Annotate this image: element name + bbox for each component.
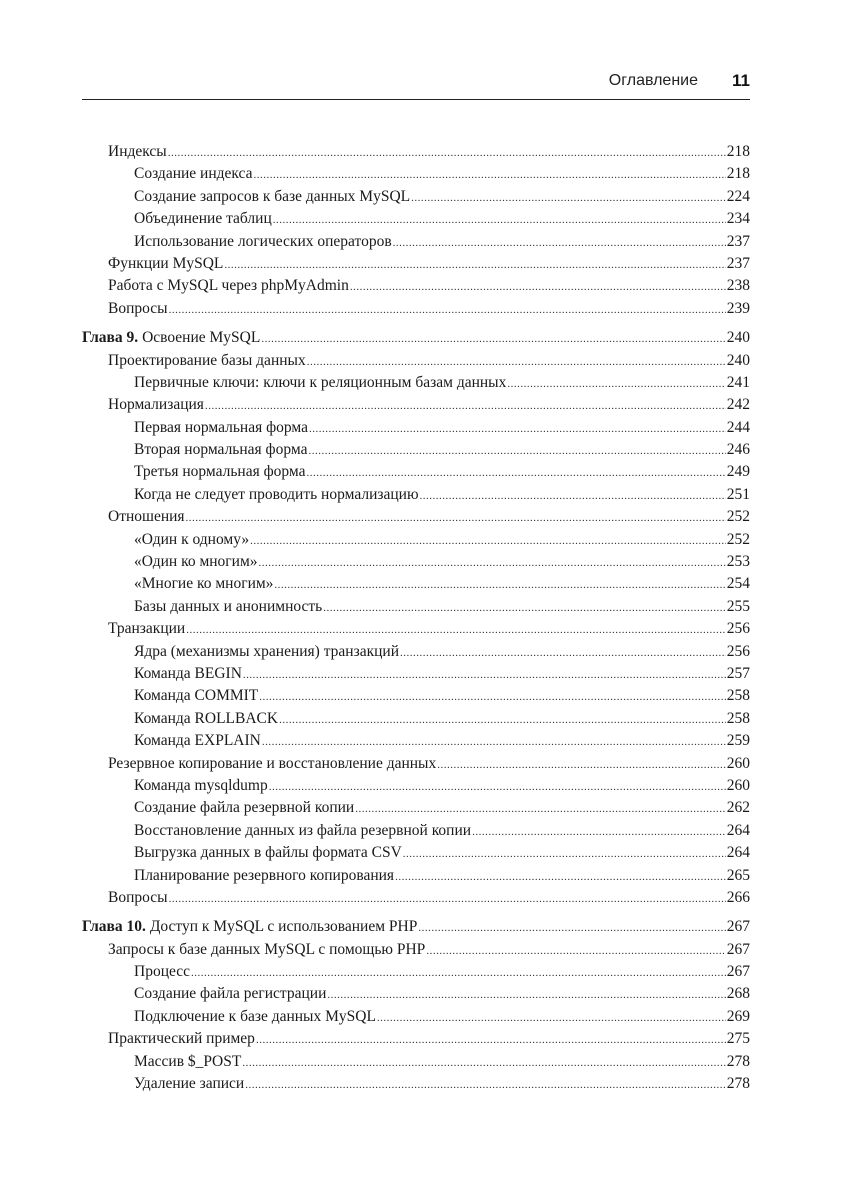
dot-leader bbox=[169, 298, 726, 321]
toc-page-number: 240 bbox=[726, 351, 750, 369]
toc-page-number: 237 bbox=[726, 232, 750, 250]
toc-page-number: 257 bbox=[726, 664, 750, 682]
toc-entry bbox=[82, 1051, 750, 1073]
toc-entry-title: «Один ко многим» bbox=[134, 553, 258, 571]
toc-page-number: 258 bbox=[726, 709, 750, 727]
dot-leader bbox=[168, 141, 726, 164]
toc-entry bbox=[82, 417, 750, 439]
toc-page-number: 266 bbox=[726, 888, 750, 906]
toc-entry bbox=[82, 865, 750, 887]
toc-entry bbox=[82, 753, 750, 775]
dot-leader bbox=[250, 529, 726, 552]
header-title: Оглавление bbox=[608, 72, 698, 89]
toc-page-number: 267 bbox=[726, 963, 750, 981]
dot-leader bbox=[426, 939, 725, 962]
toc-entry-title: Индексы bbox=[108, 143, 167, 160]
toc-page-number: 255 bbox=[726, 597, 750, 615]
toc-entry bbox=[82, 506, 750, 528]
dot-leader bbox=[273, 208, 726, 231]
dot-leader bbox=[186, 506, 726, 529]
dot-leader bbox=[418, 916, 725, 939]
toc-entry-title: Запросы к базе данных MySQL с помощью PHP bbox=[108, 940, 426, 958]
toc-entry-title: Создание файла резервной копии bbox=[134, 799, 355, 817]
toc-page-number: 224 bbox=[726, 187, 750, 205]
dot-leader bbox=[377, 1006, 726, 1029]
toc-entry-title: Базы данных и анонимность bbox=[134, 597, 323, 615]
toc-page-number: 256 bbox=[726, 620, 750, 638]
toc-entry bbox=[82, 350, 750, 372]
toc-page-number: 244 bbox=[726, 418, 750, 436]
toc-entry bbox=[82, 186, 750, 208]
dot-leader bbox=[309, 417, 726, 440]
dot-leader bbox=[437, 753, 726, 776]
toc-entry bbox=[82, 887, 750, 909]
dot-leader bbox=[350, 275, 726, 298]
toc-entry bbox=[82, 820, 750, 842]
toc-entry-title: Вопросы bbox=[108, 299, 168, 317]
toc-entry-title: Подключение к базе данных MySQL bbox=[134, 1007, 376, 1025]
dot-leader bbox=[274, 573, 725, 596]
toc-entry bbox=[82, 253, 750, 275]
toc-entry bbox=[82, 163, 750, 185]
toc-page-number: 253 bbox=[726, 553, 750, 571]
toc-entry-title: Команда BEGIN bbox=[134, 664, 242, 682]
toc-page-number: 262 bbox=[726, 799, 750, 817]
toc-page-number: 254 bbox=[726, 575, 750, 593]
toc-entry-title: Ядра (механизмы хранения) транзакций bbox=[134, 642, 400, 660]
dot-leader bbox=[403, 842, 726, 865]
toc-page-number: 251 bbox=[726, 485, 750, 503]
dot-leader bbox=[279, 708, 726, 731]
dot-leader bbox=[256, 1028, 726, 1051]
toc-entry-title: Работа с MySQL через phpMyAdmin bbox=[108, 277, 349, 295]
header-page-number: 11 bbox=[732, 71, 750, 90]
dot-leader bbox=[261, 327, 725, 350]
toc-entry-title: Удаление записи bbox=[134, 1075, 245, 1093]
toc-page-number: 234 bbox=[726, 210, 750, 228]
toc-page-number: 241 bbox=[726, 373, 750, 391]
toc-entry bbox=[82, 461, 750, 483]
dot-leader bbox=[191, 961, 726, 984]
toc-page-number: 278 bbox=[726, 1052, 750, 1070]
toc-entry-title: Команда ROLLBACK bbox=[134, 709, 279, 727]
toc-chapter-number: Глава 10. bbox=[82, 918, 146, 936]
toc-entry bbox=[82, 641, 750, 663]
dot-leader bbox=[307, 461, 726, 484]
toc-page-number: 264 bbox=[726, 844, 750, 862]
toc-chapter-entry bbox=[82, 916, 750, 938]
toc-entry-title: Нормализация bbox=[108, 396, 204, 414]
toc-entry-title: Практический пример bbox=[108, 1030, 255, 1048]
toc-entry bbox=[82, 730, 750, 752]
dot-leader bbox=[308, 439, 725, 462]
toc-entry bbox=[82, 842, 750, 864]
toc-entry bbox=[82, 1028, 750, 1050]
toc-entry bbox=[82, 141, 750, 163]
toc-entry bbox=[82, 529, 750, 551]
toc-entry bbox=[82, 663, 750, 685]
toc-entry-title: Создание файла регистрации bbox=[134, 985, 327, 1003]
dot-leader bbox=[411, 186, 726, 209]
toc-entry-title: Объединение таблиц bbox=[134, 210, 272, 228]
toc-entry-title: Транзакции bbox=[108, 620, 186, 638]
toc-entry bbox=[82, 573, 750, 595]
toc-entry-title: Планирование резервного копирования bbox=[134, 866, 395, 884]
toc-page-number: 238 bbox=[726, 277, 750, 295]
toc-entry bbox=[82, 618, 750, 640]
toc-entry-title: Первичные ключи: ключи к реляционным базам данных bbox=[134, 373, 507, 391]
toc-page-number: 267 bbox=[726, 940, 750, 958]
dot-leader bbox=[224, 253, 725, 276]
toc-entry-title: Вторая нормальная форма bbox=[134, 441, 308, 459]
toc-entry-title: «Один к одному» bbox=[134, 530, 250, 548]
toc-entry-title: Использование логических операторов bbox=[134, 232, 392, 250]
dot-leader bbox=[242, 1051, 725, 1074]
toc-entry bbox=[82, 484, 750, 506]
toc-entry-title: Отношения bbox=[108, 508, 185, 526]
toc-entry-title: Создание индекса bbox=[134, 165, 253, 183]
dot-leader bbox=[420, 484, 726, 507]
dot-leader bbox=[393, 231, 726, 254]
dot-leader bbox=[327, 983, 725, 1006]
running-header bbox=[82, 68, 750, 100]
toc-page-number: 239 bbox=[726, 299, 750, 317]
toc-entry-title: Освоение MySQL bbox=[142, 329, 261, 347]
toc-entry-title: Команда EXPLAIN bbox=[134, 732, 261, 750]
toc-entry-title: Функции MySQL bbox=[108, 254, 224, 272]
toc-page-number: 278 bbox=[726, 1075, 750, 1093]
dot-leader bbox=[259, 551, 726, 574]
toc-entry bbox=[82, 983, 750, 1005]
toc-page-number: 242 bbox=[726, 396, 750, 414]
toc-entry bbox=[82, 708, 750, 730]
toc-page-number: 237 bbox=[726, 254, 750, 272]
toc-entry-title: Восстановление данных из файла резервной копии bbox=[134, 821, 472, 839]
toc-chapter-number: Глава 9. bbox=[82, 329, 139, 347]
toc-entry-title: Выгрузка данных в файлы формата CSV bbox=[134, 844, 402, 862]
dot-leader bbox=[254, 163, 726, 186]
toc-page-number: 252 bbox=[726, 508, 750, 526]
toc-page-number: 218 bbox=[726, 165, 750, 183]
toc-entry bbox=[82, 439, 750, 461]
dot-leader bbox=[400, 641, 726, 664]
toc-entry-title: «Многие ко многим» bbox=[134, 575, 274, 593]
toc-page-number: 259 bbox=[726, 732, 750, 750]
toc-entry-title: Команда COMMIT bbox=[134, 687, 259, 705]
table-of-contents bbox=[82, 141, 750, 1095]
toc-entry-title: Процесс bbox=[134, 963, 191, 981]
dot-leader bbox=[259, 685, 725, 708]
toc-entry bbox=[82, 394, 750, 416]
toc-entry bbox=[82, 298, 750, 320]
toc-entry bbox=[82, 208, 750, 230]
dot-leader bbox=[269, 775, 726, 798]
dot-leader bbox=[245, 1073, 726, 1096]
toc-page-number: 264 bbox=[726, 821, 750, 839]
toc-entry bbox=[82, 596, 750, 618]
toc-page-number: 252 bbox=[726, 530, 750, 548]
toc-page-number: 265 bbox=[726, 866, 750, 884]
toc-entry-title: Вопросы bbox=[108, 888, 168, 906]
toc-page-number: 268 bbox=[726, 985, 750, 1003]
dot-leader bbox=[169, 887, 726, 910]
toc-entry bbox=[82, 551, 750, 573]
toc-entry bbox=[82, 939, 750, 961]
dot-leader bbox=[205, 394, 726, 417]
toc-entry bbox=[82, 775, 750, 797]
toc-page-number: 269 bbox=[726, 1007, 750, 1025]
dot-leader bbox=[472, 820, 726, 843]
toc-entry-title: Резервное копирование и восстановление данных bbox=[108, 754, 437, 772]
toc-page-number: 218 bbox=[726, 143, 750, 160]
toc-page-number: 267 bbox=[726, 918, 750, 936]
toc-page-number: 240 bbox=[726, 329, 750, 347]
toc-page-number: 246 bbox=[726, 441, 750, 459]
toc-page-number: 249 bbox=[726, 463, 750, 481]
dot-leader bbox=[355, 797, 726, 820]
dot-leader bbox=[262, 730, 726, 753]
toc-page-number: 260 bbox=[726, 754, 750, 772]
dot-leader bbox=[395, 865, 726, 888]
toc-entry bbox=[82, 961, 750, 983]
toc-entry bbox=[82, 797, 750, 819]
toc-entry bbox=[82, 1073, 750, 1095]
toc-page-number: 260 bbox=[726, 776, 750, 794]
toc-entry-title: Первая нормальная форма bbox=[134, 418, 308, 436]
toc-entry-title: Команда mysqldump bbox=[134, 776, 268, 794]
toc-entry bbox=[82, 372, 750, 394]
dot-leader bbox=[186, 618, 726, 641]
toc-entry-title: Проектирование базы данных bbox=[108, 351, 306, 369]
toc-entry bbox=[82, 1006, 750, 1028]
toc-entry bbox=[82, 685, 750, 707]
dot-leader bbox=[243, 663, 726, 686]
toc-page-number: 275 bbox=[726, 1030, 750, 1048]
toc-entry bbox=[82, 275, 750, 297]
dot-leader bbox=[507, 372, 725, 395]
toc-entry-title: Третья нормальная форма bbox=[134, 463, 306, 481]
toc-page-number: 258 bbox=[726, 687, 750, 705]
toc-entry-title: Массив $_POST bbox=[134, 1052, 242, 1070]
dot-leader bbox=[323, 596, 726, 619]
toc-entry bbox=[82, 231, 750, 253]
toc-entry-title: Когда не следует проводить нормализацию bbox=[134, 485, 419, 503]
toc-page-number: 256 bbox=[726, 642, 750, 660]
dot-leader bbox=[307, 350, 726, 373]
toc-chapter-entry bbox=[82, 327, 750, 349]
toc-entry-title: Доступ к MySQL с использованием PHP bbox=[149, 918, 418, 936]
toc-entry-title: Создание запросов к базе данных MySQL bbox=[134, 187, 411, 205]
